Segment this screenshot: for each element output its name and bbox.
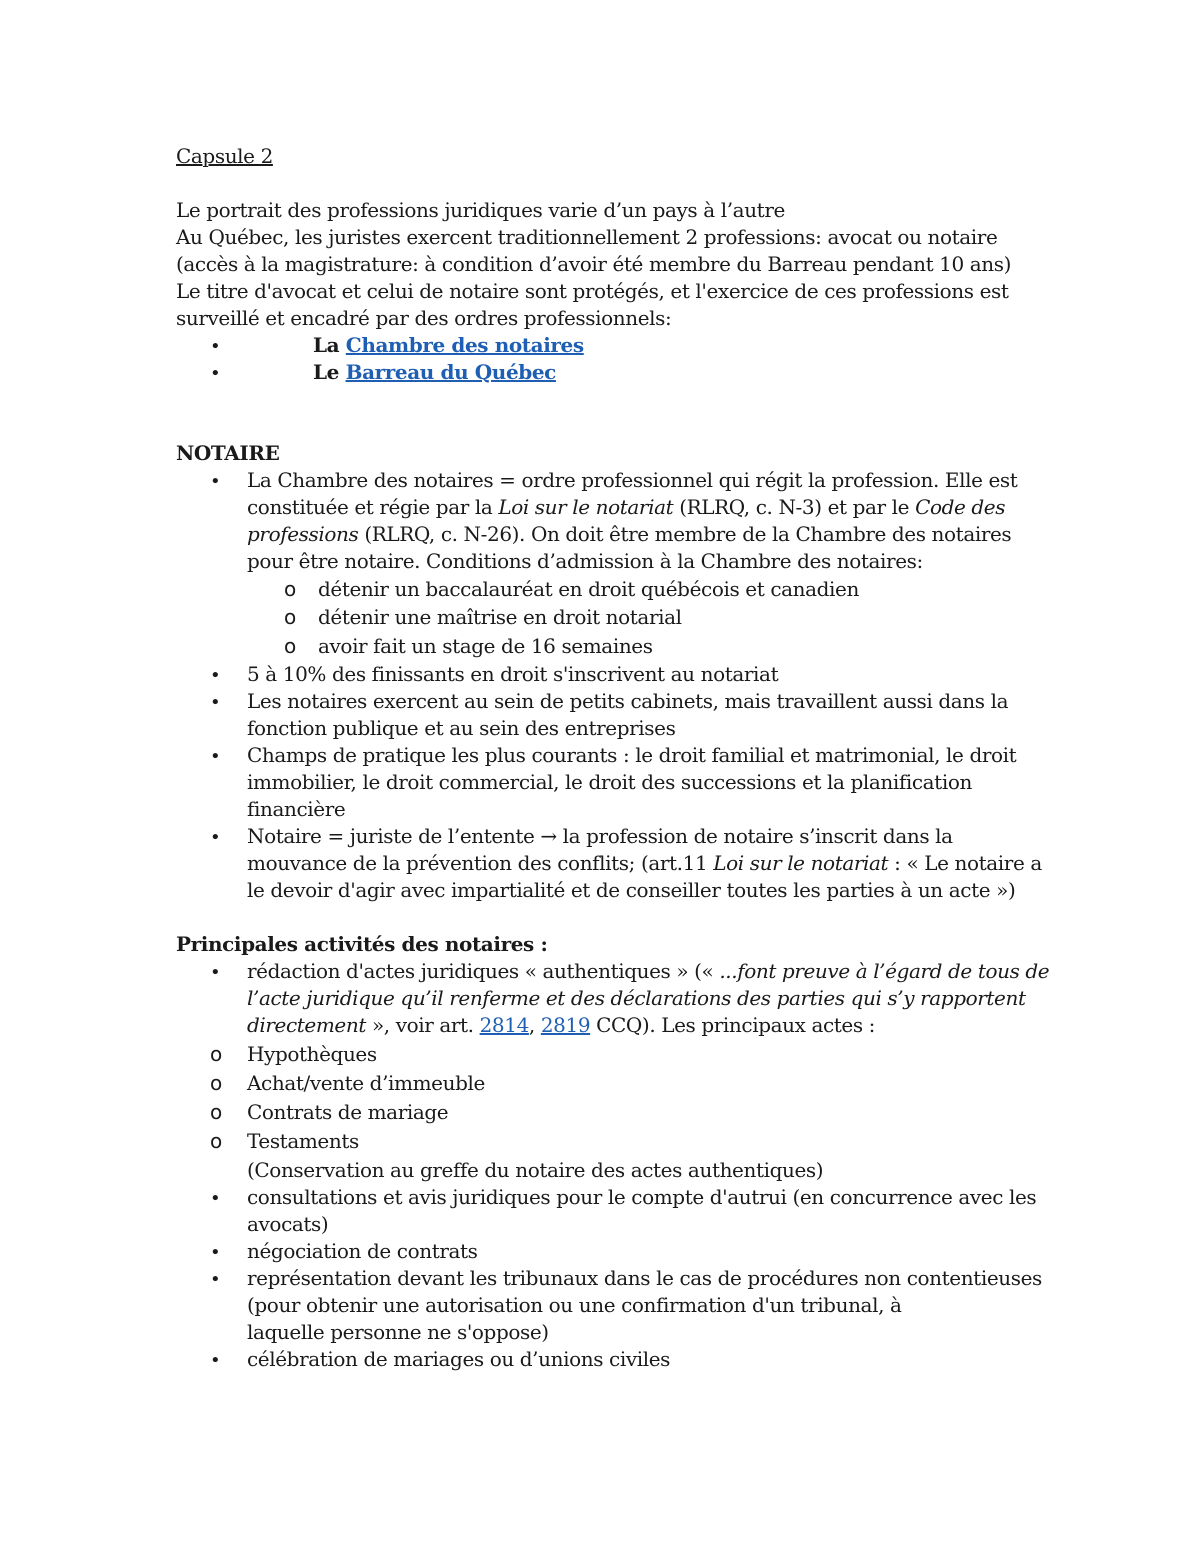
- activite-1-line-3: [247, 1012, 875, 1039]
- quote-text: directement: [247, 1013, 366, 1037]
- text-span: ,: [528, 1013, 541, 1037]
- notaire-p5-line-3: le devoir d'agir avec impartialité et de conseiller toutes les parties à un acte »): [247, 878, 1016, 902]
- notaire-p4-line-1: Champs de pratique les plus courants : le droit familial et matrimonial, le droit: [247, 743, 1017, 767]
- circle-bullet-icon: o: [210, 1100, 223, 1124]
- circle-bullet-icon: o: [284, 605, 297, 629]
- condition-item: avoir fait un stage de 16 semaines: [318, 634, 653, 658]
- law-title: Loi sur le notariat: [498, 495, 674, 519]
- text-span: (RLRQ, c. N-3) et par le: [673, 495, 916, 519]
- acte-item: Hypothèques: [247, 1042, 377, 1066]
- notaire-p3-line-2: fonction publique et au sein des entreprises: [247, 716, 676, 740]
- law-title: Loi sur le notariat: [713, 851, 889, 875]
- notaire-p3-line-1: Les notaires exercent au sein de petits cabinets, mais travaillent aussi dans la: [247, 689, 1009, 713]
- activite-1-line-2: l’acte juridique qu’il renferme et des déclarations des parties qui s’y rapportent: [247, 986, 1026, 1010]
- circle-bullet-icon: o: [284, 634, 297, 658]
- intro-line-1: Le portrait des professions juridiques varie d’un pays à l’autre: [176, 198, 785, 222]
- condition-item: détenir une maîtrise en droit notarial: [318, 605, 682, 629]
- text-span: mouvance de la prévention des conflits; (art.11: [247, 851, 714, 875]
- order-prefix: La: [313, 333, 346, 357]
- text-span: constituée et régie par la: [247, 495, 499, 519]
- bullet-icon: •: [210, 1188, 221, 1209]
- intro-line-3: (accès à la magistrature: à condition d’avoir été membre du Barreau pendant 10 ans): [176, 252, 1012, 276]
- activite-4-line-1: représentation devant les tribunaux dans le cas de procédures non contentieuses: [247, 1266, 1042, 1290]
- bullet-icon: •: [210, 746, 221, 767]
- barreau-du-quebec-link[interactable]: Barreau du Québec: [345, 360, 556, 384]
- activite-4-line-2: (pour obtenir une autorisation ou une confirmation d'un tribunal, à: [247, 1293, 902, 1317]
- acte-item: Achat/vente d’immeuble: [247, 1071, 485, 1095]
- doc-title: Capsule 2: [176, 144, 273, 168]
- notaire-p2: 5 à 10% des finissants en droit s'inscrivent au notariat: [247, 662, 779, 686]
- notaire-p5-line-1: Notaire = juriste de l’entente → la profession de notaire s’inscrit dans la: [247, 824, 953, 848]
- text-span: (RLRQ, c. N-26). On doit être membre de la Chambre des notaires: [358, 522, 1012, 546]
- article-2814-link[interactable]: 2814: [479, 1013, 529, 1037]
- circle-bullet-icon: o: [210, 1129, 223, 1153]
- bullet-icon: •: [210, 962, 221, 983]
- notaire-p1-line-3: [247, 521, 1011, 548]
- law-title: Code des: [915, 495, 1006, 519]
- circle-bullet-icon: o: [210, 1071, 223, 1095]
- intro-line-5: surveillé et encadré par des ordres professionnels:: [176, 306, 672, 330]
- notaire-p1-line-2: [247, 494, 1005, 521]
- order-item-chambre: [313, 332, 584, 359]
- notaire-p1-line-1: La Chambre des notaires = ordre professionnel qui régit la profession. Elle est: [247, 468, 1018, 492]
- bullet-icon: •: [210, 363, 221, 384]
- bullet-icon: •: [210, 1350, 221, 1371]
- text-span: CCQ). Les principaux actes :: [590, 1013, 876, 1037]
- bullet-icon: •: [210, 1242, 221, 1263]
- bullet-icon: •: [210, 1269, 221, 1290]
- conservation-note: (Conservation au greffe du notaire des actes authentiques): [247, 1158, 824, 1182]
- notaire-p5-line-2: [247, 850, 1042, 877]
- acte-item: Contrats de mariage: [247, 1100, 449, 1124]
- activite-1-line-1: [247, 958, 1049, 985]
- text-span: : « Le notaire a: [888, 851, 1042, 875]
- circle-bullet-icon: o: [284, 577, 297, 601]
- bullet-icon: •: [210, 665, 221, 686]
- activites-heading: Principales activités des notaires :: [176, 932, 548, 956]
- bullet-icon: •: [210, 692, 221, 713]
- order-prefix: Le: [313, 360, 346, 384]
- notaire-heading: NOTAIRE: [176, 441, 280, 465]
- bullet-icon: •: [210, 827, 221, 848]
- circle-bullet-icon: o: [210, 1042, 223, 1066]
- condition-item: détenir un baccalauréat en droit québécois et canadien: [318, 577, 859, 601]
- text-span: », voir art.: [366, 1013, 480, 1037]
- notaire-p4-line-3: financière: [247, 797, 346, 821]
- bullet-icon: •: [210, 336, 221, 357]
- acte-item: Testaments: [247, 1129, 359, 1153]
- article-2819-link[interactable]: 2819: [540, 1013, 591, 1037]
- law-title: professions: [247, 522, 359, 546]
- quote-text: ...font preuve à l’égard de tous de: [719, 959, 1050, 983]
- notaire-p4-line-2: immobilier, le droit commercial, le droit des successions et la planification: [247, 770, 972, 794]
- activite-3: négociation de contrats: [247, 1239, 478, 1263]
- bullet-icon: •: [210, 471, 221, 492]
- activite-2-line-1: consultations et avis juridiques pour le compte d'autrui (en concurrence avec les: [247, 1185, 1037, 1209]
- activite-5: célébration de mariages ou d’unions civiles: [247, 1347, 671, 1371]
- activite-2-line-2: avocats): [247, 1212, 329, 1236]
- activite-4-line-3: laquelle personne ne s'oppose): [247, 1320, 549, 1344]
- intro-line-4: Le titre d'avocat et celui de notaire sont protégés, et l'exercice de ces professions est: [176, 279, 1009, 303]
- order-item-barreau: [313, 359, 556, 386]
- chambre-des-notaires-link[interactable]: Chambre des notaires: [345, 333, 584, 357]
- text-span: rédaction d'actes juridiques « authentiques » («: [247, 959, 720, 983]
- notaire-p1-line-4: pour être notaire. Conditions d’admission à la Chambre des notaires:: [247, 549, 923, 573]
- intro-line-2: Au Québec, les juristes exercent traditionnellement 2 professions: avocat ou notaire: [176, 225, 998, 249]
